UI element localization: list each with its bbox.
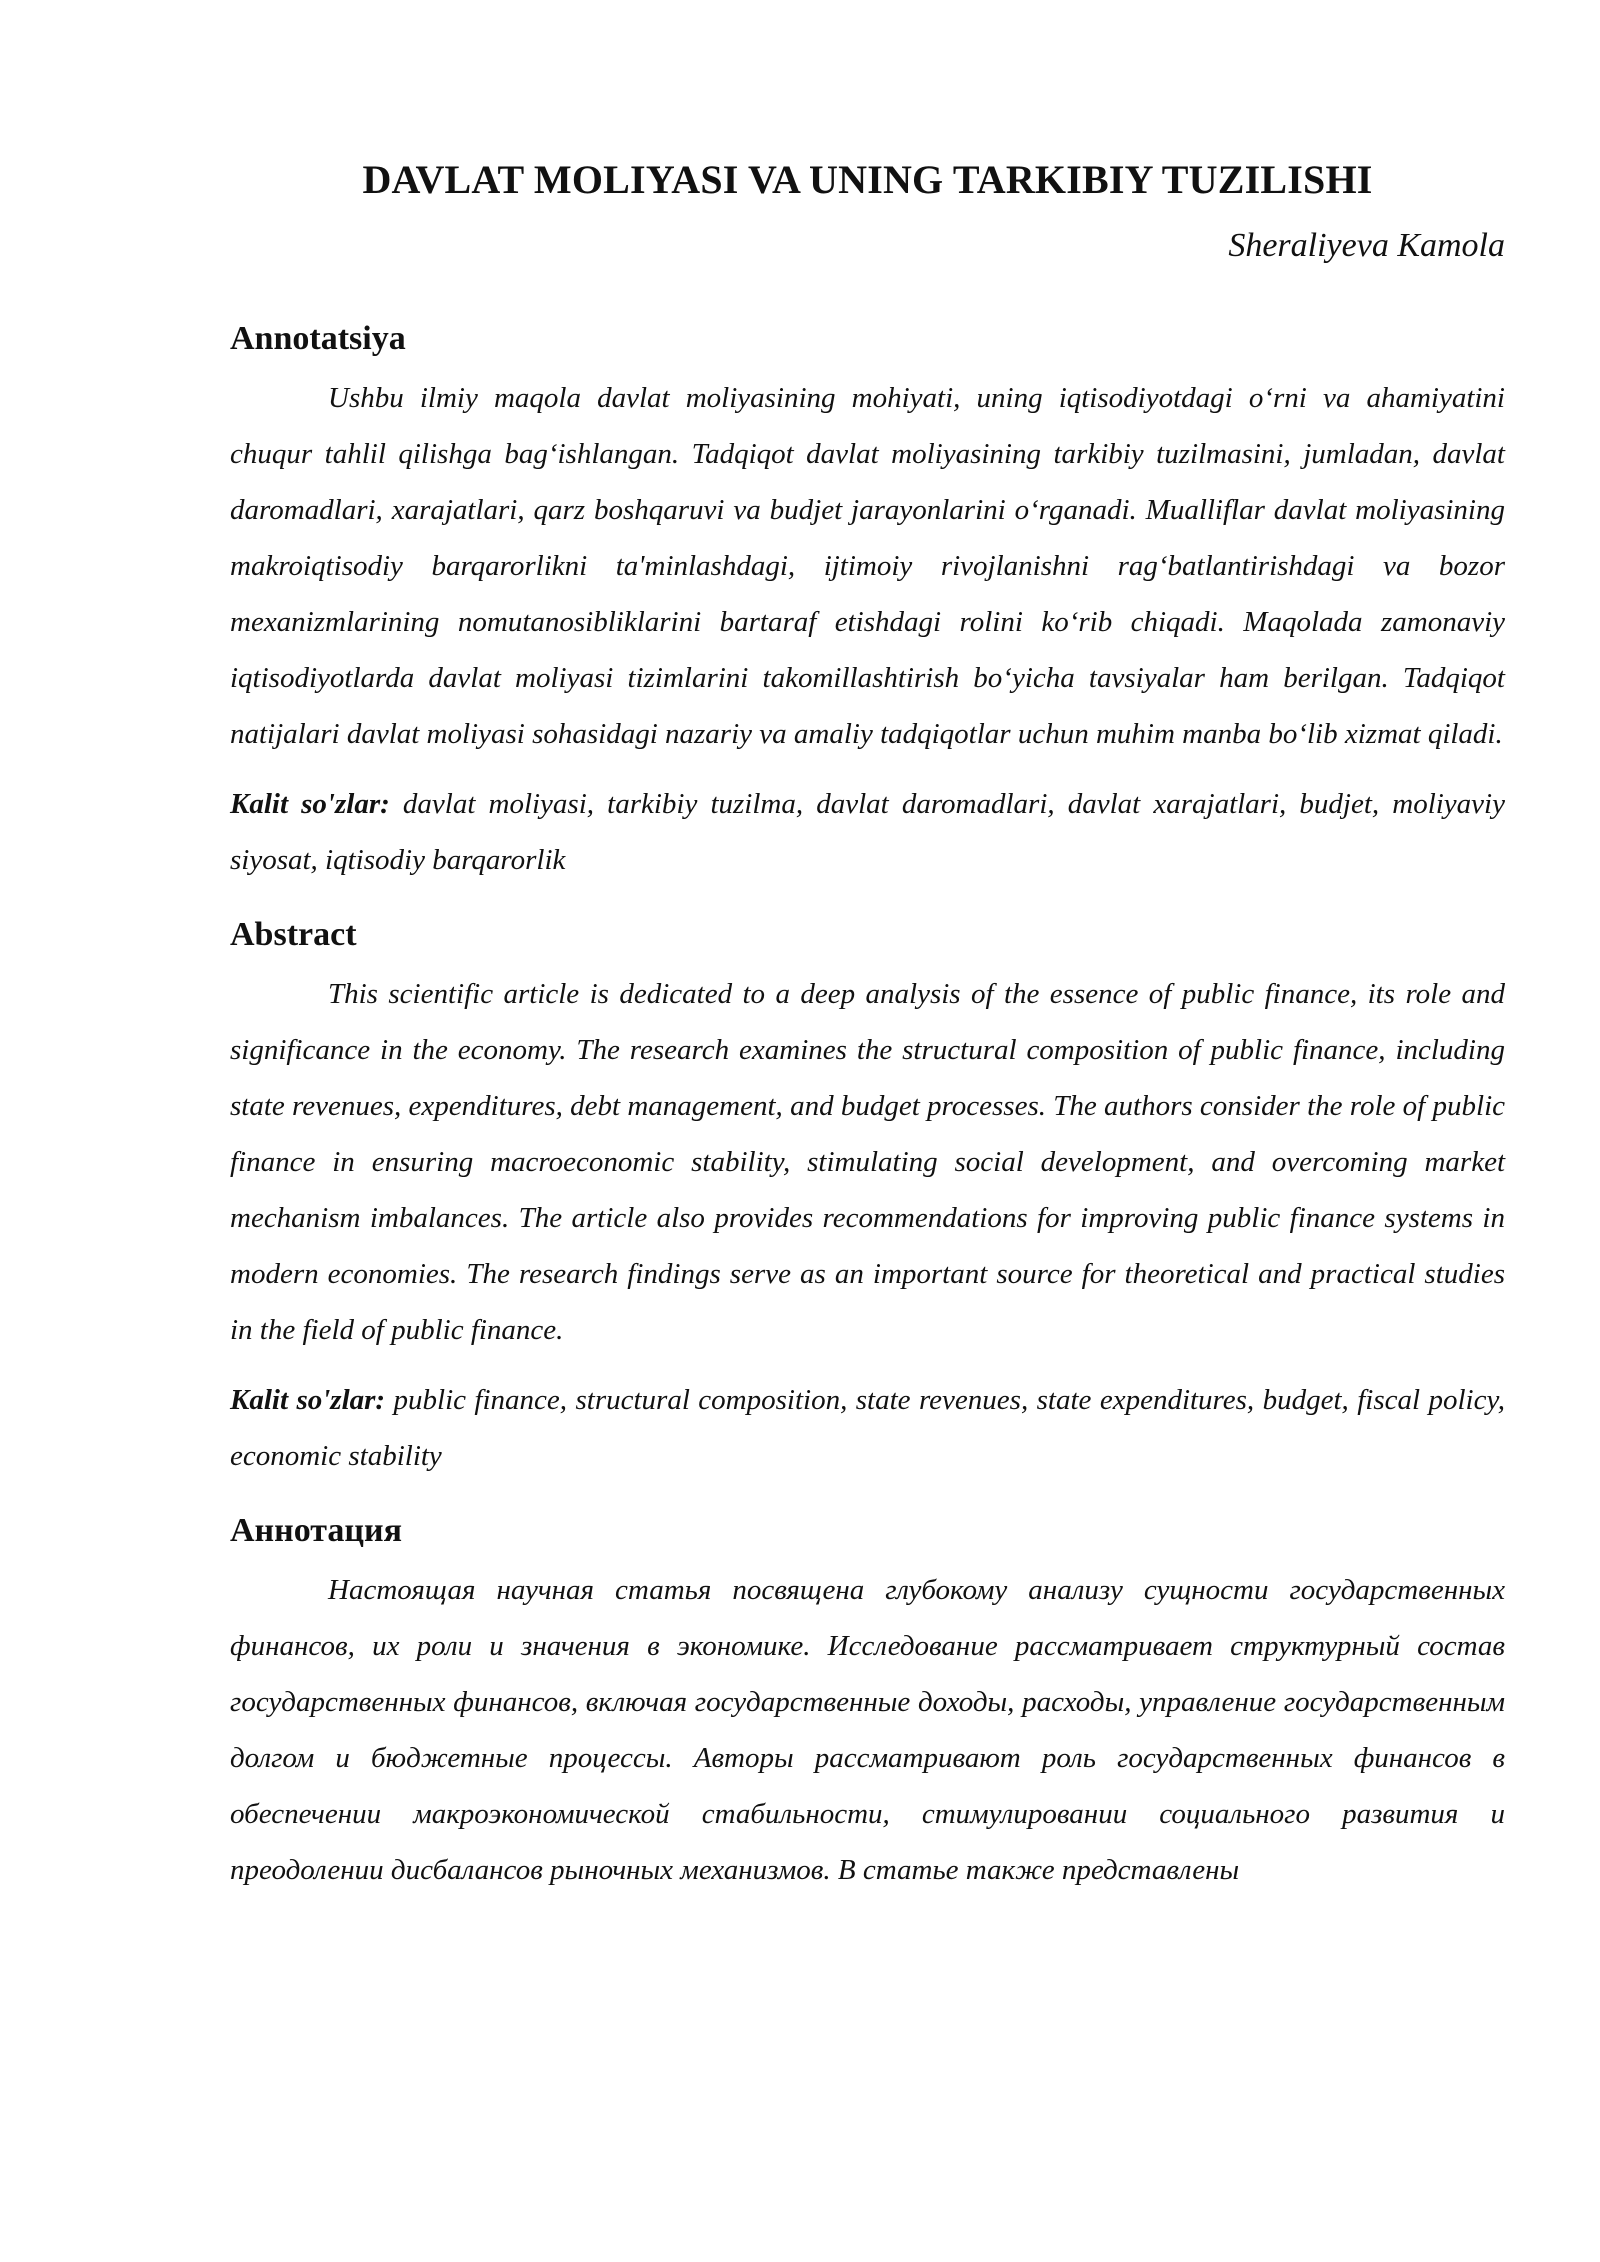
author-name: Sheraliyeva Kamola	[1228, 227, 1505, 264]
section-heading-annotatsiya-ru: Аннотация	[230, 1512, 402, 1549]
keywords-text: public finance, structural composition, state revenues, state expenditures, budget, fiscal policy, economic stability	[230, 1384, 1505, 1472]
keywords-label: Kalit so'zlar:	[230, 788, 390, 820]
abstract-paragraph: This scientific article is dedicated to a deep analysis of the essence of public finance, its role and significance in the economy. The research examines the structural composition of public finance, including state revenues, expenditures, debt management, and budget processes. The authors consider the role of public finance in ensuring macroeconomic stability, stimulating social development, and overcoming market mechanism imbalances. The article also provides recommendations for improving public finance systems in modern economies. The research findings serve as an important source for theoretical and practical studies in the field of public finance.	[230, 978, 1505, 1346]
keywords-en	[230, 1372, 1505, 1484]
keywords-text: davlat moliyasi, tarkibiy tuzilma, davlat daromadlari, davlat xarajatlari, budjet, moliyaviy siyosat, iqtisodiy barqarorlik	[230, 788, 1505, 876]
section-heading-abstract: Abstract	[230, 916, 357, 953]
paper-title: DAVLAT MOLIYASI VA UNING TARKIBIY TUZILISHI	[362, 157, 1373, 202]
keywords-label: Kalit so'zlar:	[230, 1384, 386, 1416]
section-heading-annotatsiya: Annotatsiya	[230, 320, 406, 357]
keywords-uz	[230, 776, 1505, 888]
annotatsiya-paragraph: Ushbu ilmiy maqola davlat moliyasining mohiyati, uning iqtisodiyotdagi o‘rni va ahamiyatini chuqur tahlil qilishga bag‘ishlangan. Tadqiqot davlat moliyasining tarkibiy tuzilmasini, jumladan, davlat daromadlari, xarajatlari, qarz boshqaruvi va budjet jarayonlarini o‘rganadi. Mualliflar davlat moliyasining makroiqtisodiy barqarorlikni ta'minlashdagi, ijtimoiy rivojlanishni rag‘batlantirishdagi va bozor mexanizmlarining nomutanosibliklarini bartaraf etishdagi rolini ko‘rib chiqadi. Maqolada zamonaviy iqtisodiyotlarda davlat moliyasi tizimlarini takomillashtirish bo‘yicha tavsiyalar ham berilgan. Tadqiqot natijalari davlat moliyasi sohasidagi nazariy va amaliy tadqiqotlar uchun muhim manba bo‘lib xizmat qiladi.	[230, 382, 1505, 750]
annotatsiya-ru-paragraph: Настоящая научная статья посвящена глубокому анализу сущности государственных финансов, их роли и значения в экономике. Исследование рассматривает структурный состав государственных финансов, включая государственные доходы, расходы, управление государственным долгом и бюджетные процессы. Авторы рассматривают роль государственных финансов в обеспечении макроэкономической стабильности, стимулировании социального развития и преодолении дисбалансов рыночных механизмов. В статье также представлены	[230, 1574, 1505, 1886]
